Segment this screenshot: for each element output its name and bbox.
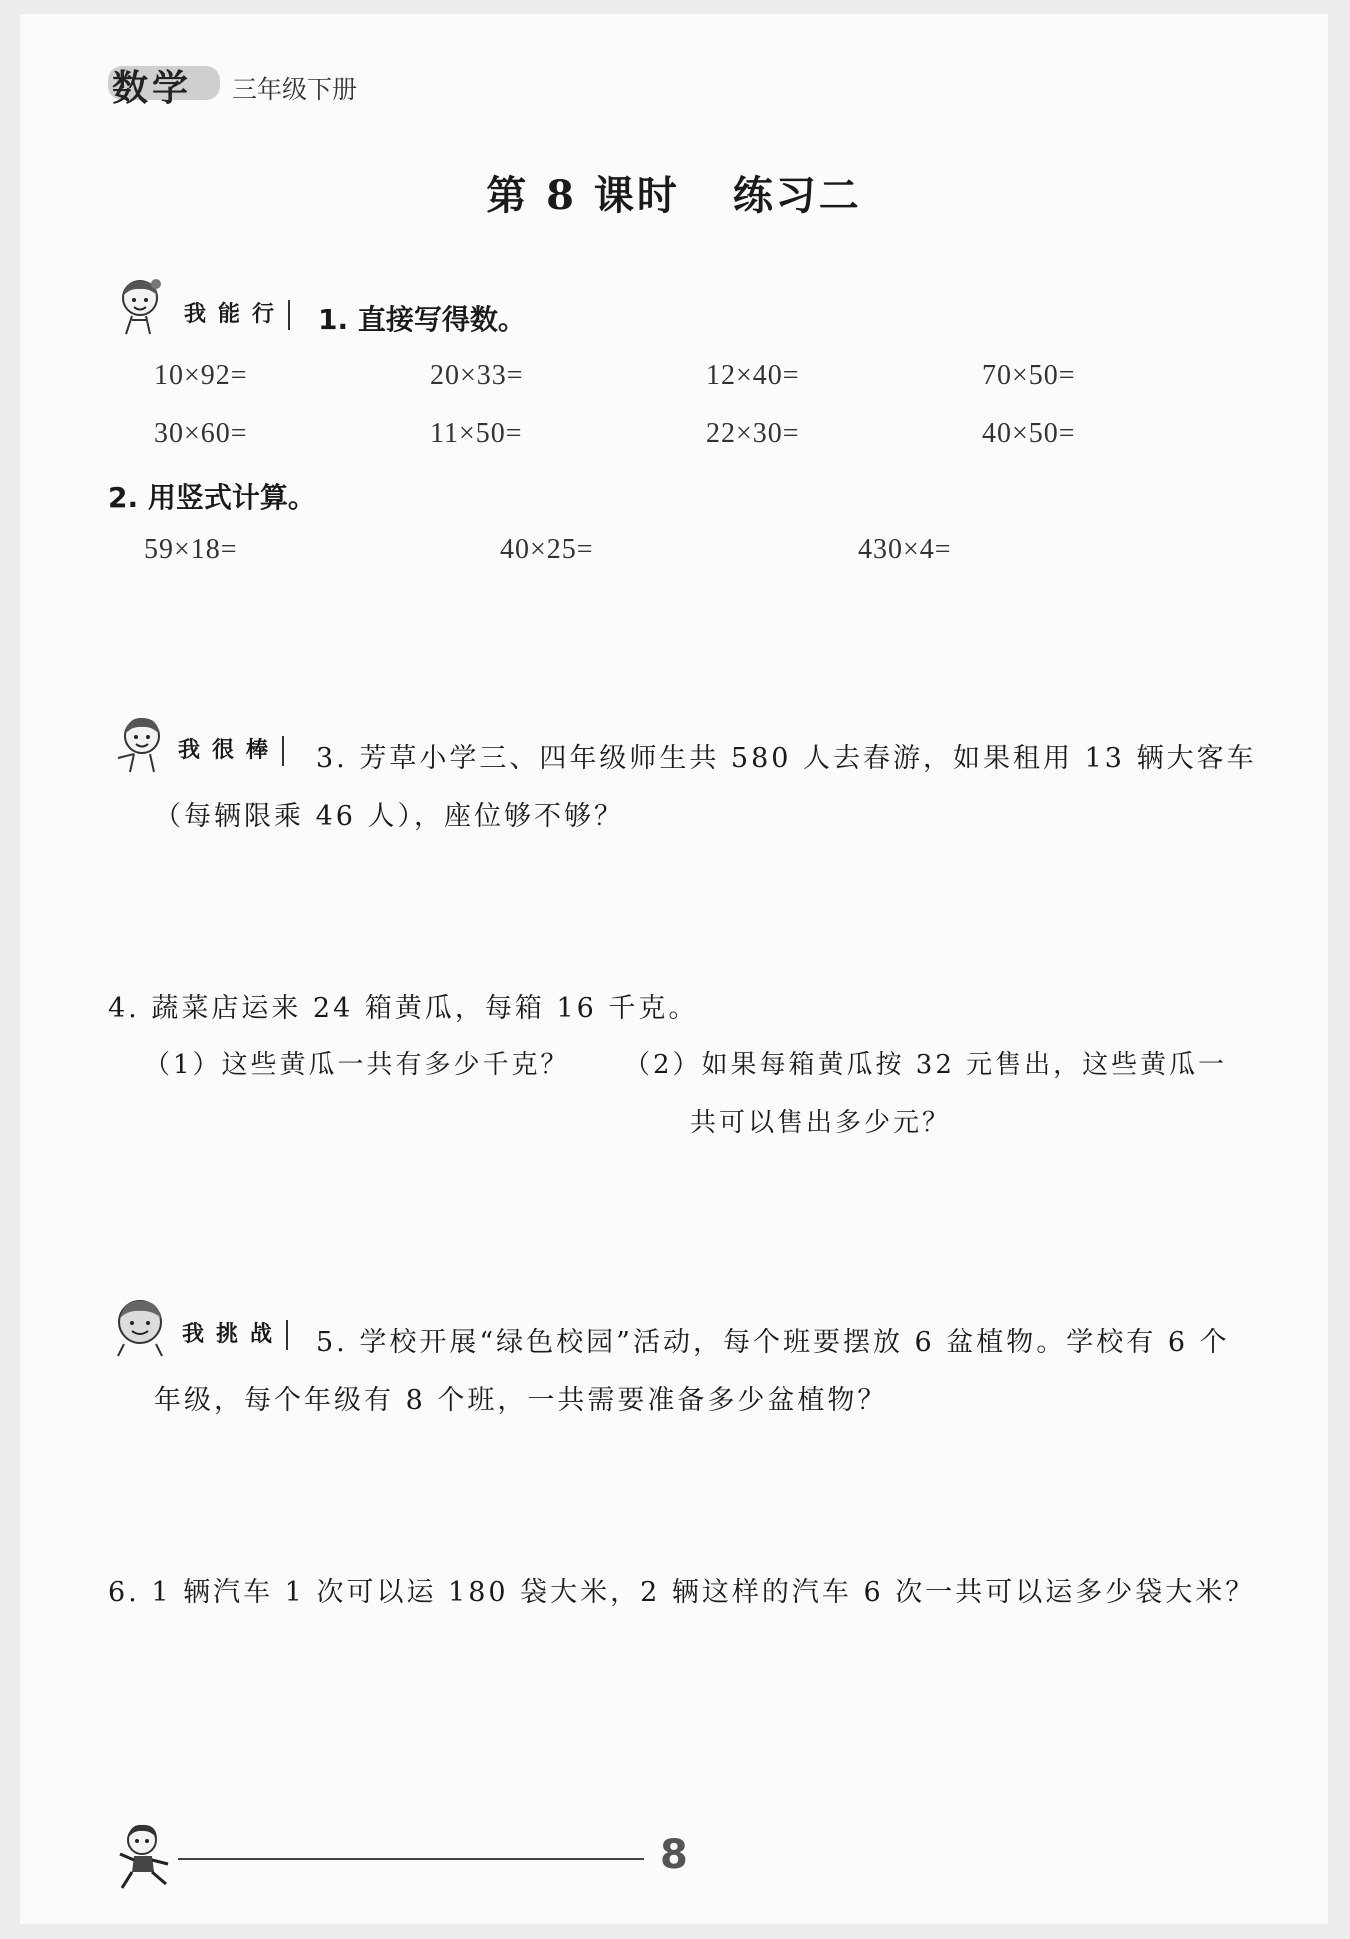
girl-mascot-icon bbox=[112, 276, 170, 338]
grade-label: 三年级下册 bbox=[232, 76, 358, 104]
q5-line-1: 5. 学校开展“绿色校园”活动，每个班要摆放 6 盆植物。学校有 6 个 bbox=[316, 1327, 1230, 1358]
q2-item-2: 40×25= bbox=[500, 534, 594, 565]
q1-r1-c2: 20×33= bbox=[430, 360, 524, 391]
q1-r1-c4: 70×50= bbox=[982, 360, 1076, 391]
q3-line-2: （每辆限乘 46 人），座位够不够？ bbox=[154, 801, 625, 832]
pair-mascot-icon bbox=[108, 1296, 172, 1358]
section-badge-challenge: 我挑战 bbox=[182, 1320, 288, 1350]
subject-label: 数学 bbox=[112, 68, 193, 109]
section-badge-can-do: 我能行 bbox=[184, 300, 290, 330]
q1-label: 1. 直接写得数。 bbox=[318, 303, 526, 336]
q4-sub-2-line-2: 共可以售出多少元？ bbox=[690, 1108, 952, 1138]
running-boy-icon bbox=[112, 1820, 178, 1894]
q2-item-3: 430×4= bbox=[858, 534, 952, 565]
q4-sub-1: （1）这些黄瓜一共有多少千克？ bbox=[144, 1050, 570, 1080]
q2-item-1: 59×18= bbox=[144, 534, 238, 565]
lesson-topic: 练习二 bbox=[732, 172, 862, 219]
q5-line-2: 年级，每个年级有 8 个班，一共需要准备多少盆植物？ bbox=[154, 1385, 888, 1416]
q6-line-1: 6. 1 辆汽车 1 次可以运 180 袋大米，2 辆这样的汽车 6 次一共可以运多少袋大米？ bbox=[108, 1577, 1256, 1608]
lesson-number: 第 8 课时 bbox=[486, 172, 680, 219]
q1-r1-c3: 12×40= bbox=[706, 360, 800, 391]
q1-r2-c2: 11×50= bbox=[430, 418, 523, 449]
q4-line-1: 4. 蔬菜店运来 24 箱黄瓜，每箱 16 千克。 bbox=[108, 993, 699, 1024]
footer-rule bbox=[178, 1858, 644, 1860]
boy-mascot-icon bbox=[112, 712, 170, 774]
page-title bbox=[20, 164, 1328, 221]
section-badge-great: 我很棒 bbox=[178, 736, 284, 766]
q1-r1-c1: 10×92= bbox=[154, 360, 248, 391]
page-number: 8 bbox=[660, 1832, 688, 1878]
q2-label: 2. 用竖式计算。 bbox=[108, 481, 316, 514]
worksheet-page bbox=[20, 14, 1328, 1924]
q1-r2-c4: 40×50= bbox=[982, 418, 1076, 449]
q1-r2-c1: 30×60= bbox=[154, 418, 248, 449]
q3-line-1: 3. 芳草小学三、四年级师生共 580 人去春游，如果租用 13 辆大客车 bbox=[316, 743, 1257, 774]
q1-r2-c3: 22×30= bbox=[706, 418, 800, 449]
q4-sub-2-line-1: （2）如果每箱黄瓜按 32 元售出，这些黄瓜一 bbox=[624, 1050, 1228, 1080]
